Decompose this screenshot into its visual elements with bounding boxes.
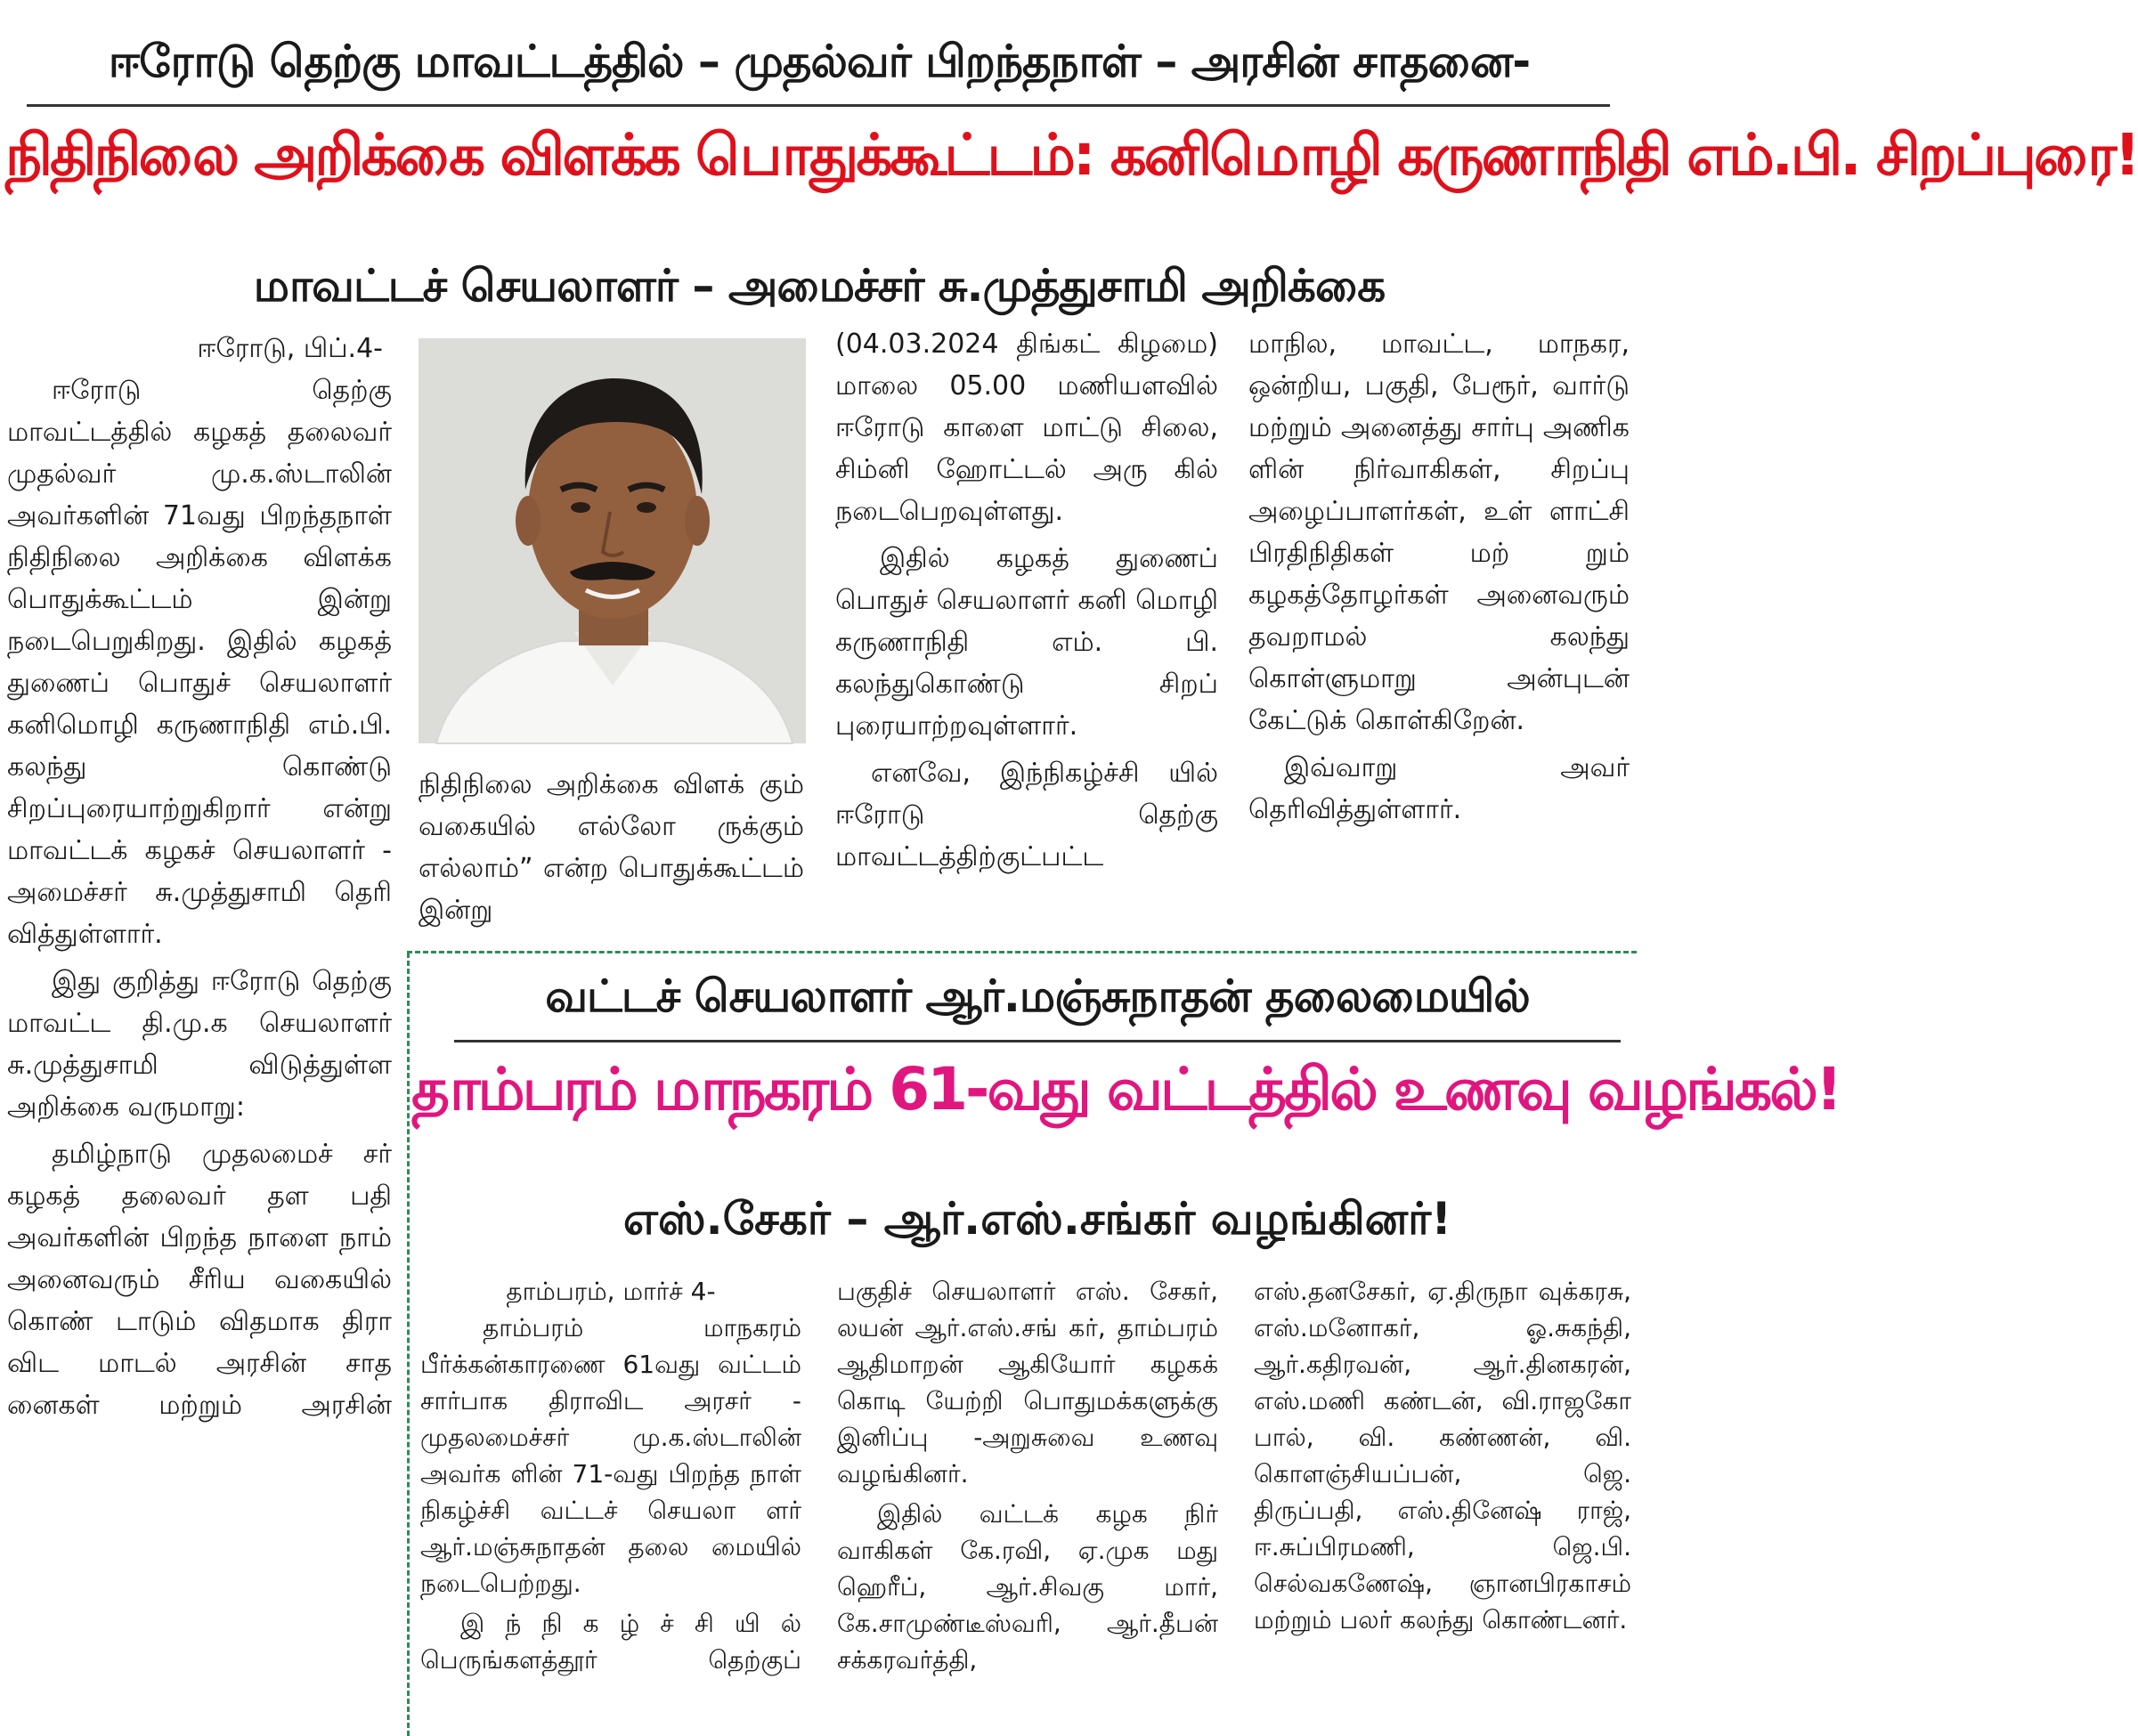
story-divider-vertical: [407, 953, 410, 1736]
paragraph: எஸ்.தனசேகர், ஏ.திருநா வுக்கரசு, எஸ்.மனோகர், ஓ.சுகந்தி, ஆர்.கதிரவன், ஆர்.தினகரன், எஸ்.மணி கண்டன், வி.ராஜகோ பால், வி. கண்ணன், வி. கொளஞ்சியப்பன், ஜெ. திருப்பதி, எஸ்.தினேஷ் ராஜ், ஈ.சுப்பிரமணி, ஜெ.பி. செல்வகணேஷ், ஞானபிரகாசம் மற்றும் பலர் கலந்து கொண்டனர்.: [1254, 1277, 1631, 1635]
story2-column-2: [837, 1273, 1218, 1678]
dateline: ஈரோடு, பிப்.4-: [197, 333, 383, 364]
paragraph: ஈரோடு தெற்கு மாவட்டத்தில் கழகத் தலைவர் முதல்வர் மு.க.ஸ்டாலின் அவர்களின் 71வது பிறந்தநாள் நிதிநிலை அறிக்கை விளக்க பொதுக்கூட்டம் இன்று நடைபெறுகிறது. இதில் கழகத் துணைப் பொதுச் செயலாளர் கனிமொழி கருணாநிதி எம்.பி. கலந்து கொண்டு சிறப்புரையாற்றுகிறார் என்று மாவட்டக் கழகச் செயலாளர் - அமைச்சர் சு.முத்துசாமி தெரி வித்துள்ளார்.: [7, 375, 392, 950]
story1-column-4: [1248, 323, 1630, 831]
paragraph: பகுதிச் செயலாளர் எஸ். சேகர், லயன் ஆர்.எஸ்.சங் கர், தாம்பரம் ஆதிமாறன் ஆகியோர் கழகக் கொடி யேற்றி பொதுமக்களுக்கு இனிப்பு -அறுசுவை உணவு வழங்கினர்.: [837, 1277, 1218, 1489]
paragraph: தாம்பரம் மாநகரம் பீர்க்கன்காரணை 61வது வட்டம் சார்பாக திராவிட அரசர் - முதலமைச்சர் மு.க.ஸ்டாலின் அவர்க ளின் 71-வது பிறந்த நாள் நிகழ்ச்சி வட்டச் செயலா ளர் ஆர்.மஞ்சுநாதன் தலை மையில் நடைபெற்றது.: [420, 1313, 801, 1598]
sub-headline: மாவட்டச் செயலாளர் – அமைச்சர் சு.முத்துசாமி அறிக்கை: [253, 260, 1386, 312]
paragraph: மாநில, மாவட்ட, மாநகர, ஒன்றிய, பகுதி, பேரூர், வார்டு மற்றும் அனைத்து சார்பு அணிக ளின் நிர்வாகிகள், சிறப்பு அழைப்பாளர்கள், உள் ளாட்சி பிரதிநிதிகள் மற் றும் கழகத்தோழர்கள் அனைவரும் தவறாமல் கலந்து கொள்ளுமாறு அன்புடன் கேட்டுக் கொள்கிறேன்.: [1248, 329, 1630, 736]
story2-column-3: [1254, 1273, 1631, 1638]
paragraph: இவ்வாறு அவர் தெரிவித்துள்ளார்.: [1248, 752, 1630, 825]
headline-rule: [27, 104, 1610, 107]
story1-column-1: [7, 328, 392, 1426]
story2-kicker: வட்டச் செயலாளர் ஆர்.மஞ்சுநாதன் தலைமையில்: [545, 970, 1530, 1022]
story2-column-1: [420, 1273, 801, 1678]
portrait-photo-icon: [419, 338, 806, 743]
paragraph: எனவே, இந்நிகழ்ச்சி யில் ஈரோடு தெற்கு மாவட்டத்திற்குட்பட்ட: [835, 758, 1218, 872]
story2-rule: [454, 1040, 1621, 1042]
portrait-photo: [419, 338, 806, 743]
story2-headline: தாம்பரம் மாநகரம் 61-வது வட்டத்தில் உணவு வழங்கல்!: [411, 1055, 1841, 1124]
paragraph: தமிழ்நாடு முதலமைச் சர் கழகத் தலைவர் தள பதி அவர்களின் பிறந்த நாளை நாம் அனைவரும் சீரிய வகையில் கொண் டாடும் விதமாக திரா விட மாடல் அரசின் சாத னைகள் மற்றும் அரசின்: [7, 1139, 392, 1421]
paragraph: இது குறித்து ஈரோடு தெற்கு மாவட்ட தி.மு.க செயலாளர் சு.முத்துசாமி விடுத்துள்ள அறிக்கை வருமாறு:: [7, 966, 392, 1123]
paragraph: இதில் வட்டக் கழக நிர் வாகிகள் கே.ரவி, ஏ.முக மது ஹெரீப், ஆர்.சிவகு மார், கே.சாமுண்டீஸ்வரி, ஆர்.தீபன் சக்கரவர்த்தி,: [837, 1499, 1218, 1675]
paragraph: நிதிநிலை அறிக்கை விளக் கும் வகையில் எல்லோ ருக்கும் எல்லாம்” என்ற பொதுக்கூட்டம் இன்று: [419, 769, 804, 926]
main-headline: நிதிநிலை அறிக்கை விளக்க பொதுக்கூட்டம்: கனிமொழி கருணாநிதி எம்.பி. சிறப்புரை!: [5, 123, 2138, 189]
story-divider-horizontal: [407, 951, 1637, 953]
paragraph: (04.03.2024 திங்கட் கிழமை) மாலை 05.00 மணியளவில் ஈரோடு காளை மாட்டு சிலை, சிம்னி ஹோட்டல் அரு கில் நடைபெறவுள்ளது.: [835, 329, 1218, 527]
top-kicker-headline: ஈரோடு தெற்கு மாவட்டத்தில் – முதல்வர் பிறந்தநாள் – அரசின் சாதனை-: [108, 36, 1531, 87]
story1-column-3: [835, 323, 1218, 878]
paragraph: இ ந் நி க ழ் ச் சி யி ல் பெருங்களத்தூர் தெற்குப்: [420, 1609, 801, 1675]
paragraph: இதில் கழகத் துணைப் பொதுச் செயலாளர் கனி மொழி கருணாநிதி எம். பி. கலந்துகொண்டு சிறப் புரையாற்றவுள்ளார்.: [835, 543, 1218, 742]
dateline: தாம்பரம், மார்ச் 4-: [506, 1277, 716, 1306]
story1-column-2: [419, 764, 804, 931]
story2-subhead: எஸ்.சேகர் – ஆர்.எஸ்.சங்கர் வழங்கினர்!: [622, 1193, 1452, 1245]
